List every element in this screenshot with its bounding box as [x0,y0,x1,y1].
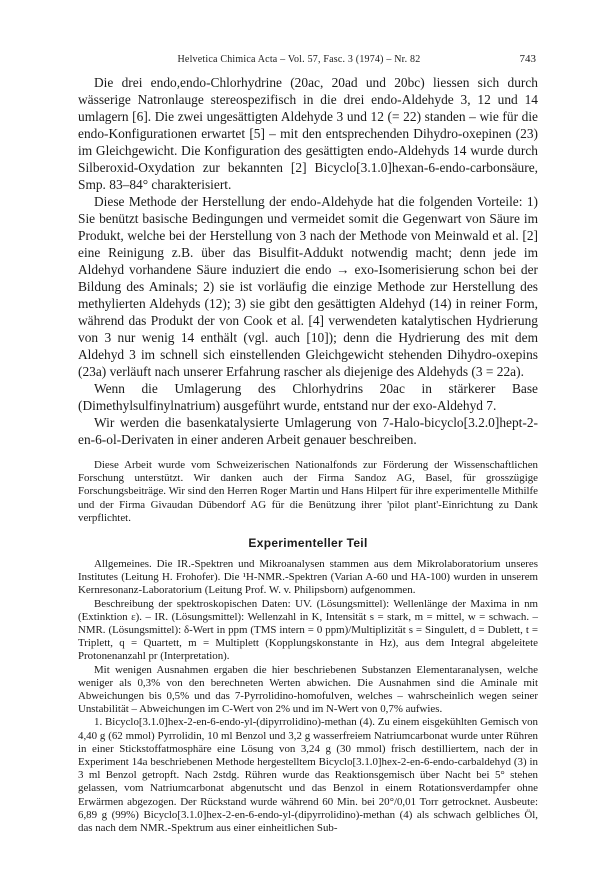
page-number: 743 [519,53,536,65]
paragraph-chlorhydrin-rearrangement: Die drei endo,endo-Chlorhydrine (20ac, 20ad und 20bc) liessen sich durch wässerige Natronlauge stereospezifisch in die drei endo-Aldehyde 3, 12 und 14 umlagern [6]. Die zwei ungesättigten Aldehyde 3 und 12 (= 22) standen – wie für die endo-Konfigurationen erwartet [5] – mit den entsprechenden Dihydro-oxepinen (23) im Gleichgewicht. Die Konfiguration des gesättigten endo-Aldehyds 14 wurde durch Silberoxid-Oxydation zur bekannten [2] Bicyclo[3.1.0]hexan-6-endo-carbonsäure, Smp. 83–84° charakterisiert. [78,75,538,192]
acknowledgement: Diese Arbeit wurde vom Schweizerischen Nationalfonds zur Förderung der Wissenschaftlichen Forschung unterstützt. Wir danken auch der Firma Sandoz AG, Basel, für grosszügige Forschungsbeiträge. Wir sind den Herren Roger Martin und Hans Hilpert für ihre experimentelle Mithilfe und der Firma Givaudan Dübendorf AG für die Benützung ihrer 'pilot plant'-Einrichtung zu Dank verpflichtet. [78,459,538,524]
paragraph-method-advantages: Diese Methode der Herstellung der endo-Aldehyde hat die folgenden Vorteile: 1) Sie benützt basische Bedingungen und vermeidet somit die Gegenwart von Säure im Produkt, welche bei der Herstellung von 3 nach der Methode von Meinwald et al. [2] eine Reinigung z.B. über das Bisulfit-Addukt notwendig macht; denn jede im Aldehyd vorhandene Säure induziert die endo → exo-Isomerisierung schon bei der Bildung des Aminals; 2) sie ist vorläufig die einzige Methode zur Herstellung des methylierten Aldehyds (12); 3) sie gibt den gesättigten Aldehyd (14) in reiner Form, während das Produkt der von Cook et al. [4] verwendeten katalytischen Hydrierung von 3 nur wenig 14 enthält (vgl. auch [10]); denn die Hydrierung des mit dem Aldehyd 3 im schnell sich einstellenden Gleichgewicht stehenden Dihydro-oxepins (23a) verläuft nach unserer Erfahrung rascher als diejenige des Aldehyds (3 = 22a). [78,194,538,379]
paragraph-strong-base: Wenn die Umlagerung des Chlorhydrins 20ac in stärkerer Base (Dimethylsulfinylnatrium) ausgeführt wurde, entstand nur der exo-Aldehyd 7. [78,381,538,413]
experimental-analyses: Mit wenigen Ausnahmen ergaben die hier beschriebenen Substanzen Elementaranalysen, welche weniger als 0,3% von den berechneten Werten abwichen. Die Ausnahmen sind die Aminale mit Abweichungen bis 0,5% und das 7-Pyrrolidino-homofulven, welches – wahrscheinlich wegen seiner Unstabilität – Abweichungen im C-Wert von 2% und im N-Wert von 0,7% aufwies. [78,663,538,716]
section-heading: Experimenteller Teil [248,536,368,551]
article-body [78,74,538,835]
experimental-spectroscopy: Beschreibung der spektroskopischen Daten: UV. (Lösungsmittel): Wellenlänge der Maxima in nm (Extinktion ε). – IR. (Lösungsmittel): Wellenzahl in K, Intensität s = stark, m = mittel, w = schwach. – NMR. (Lösungsmittel): δ-Wert in ppm (TMS intern = 0 ppm)/Multiplizität s = Singulett, d = Dublett, t = Triplett, q = Quartett, m = Multiplett (Kopplungskonstante in Hz), aus dem Integral abgeleitete Protonenanzahl pr (Interpretation). [78,597,538,663]
running-head: Helvetica Chimica Acta – Vol. 57, Fasc. 3 (1974) – Nr. 82 [177,54,421,65]
experimental-general: Allgemeines. Die IR.-Spektren und Mikroanalysen stammen aus dem Mikrolaboratorium unseres Institutes (Leitung H. Frohofer). Die ¹H-NMR.-Spektren (Varian A-60 und HA-100) wurden in unserem Kernresonanz-Laboratorium (Leitung Prof. W. v. Philipsborn) aufgenommen. [78,558,538,597]
experimental-procedure-1: 1. Bicyclo[3.1.0]hex-2-en-6-endo-yl-(dipyrrolidino)-methan (4). Zu einem eisgekühlten Gemisch von 4,40 g (62 mmol) Pyrrolidin, 10 ml Benzol und 3,2 g wasserfreiem Natriumcarbonat wurde unter Rühren in einer Stickstoffatmosphäre eine Lösung von 3,24 g (30 mmol) frisch destilliertem, nach der in Experiment 14a beschriebenen Methode hergestelltem Bicyclo[3.1.0]hex-2-en-6-endo-carbaldehyd (3) in 3 ml Benzol getropft. Nach 2stdg. Rühren wurde das Reaktionsgemisch über Nacht bei 5° stehen gelassen, vom Natriumcarbonat abgenutscht und das Benzol in einem Rotationsverdampfer ohne Erwärmen abgezogen. Der Rückstand wurde während 60 Min. bei 20°/0,01 Torr getrocknet. Ausbeute: 6,89 g (99%) Bicyclo[3.1.0]hex-2-en-6-endo-yl-(dipyrrolidino)-methan (4) als schwach gelbliches Öl, das nach dem NMR.-Spektrum aus einer einheitlichen Sub- [78,716,538,835]
paragraph-future-work: Wir werden die basenkatalysierte Umlagerung von 7-Halo-bicyclo[3.2.0]hept-2-en-6-ol-Derivaten in einer anderen Arbeit genauer beschreiben. [78,415,538,447]
